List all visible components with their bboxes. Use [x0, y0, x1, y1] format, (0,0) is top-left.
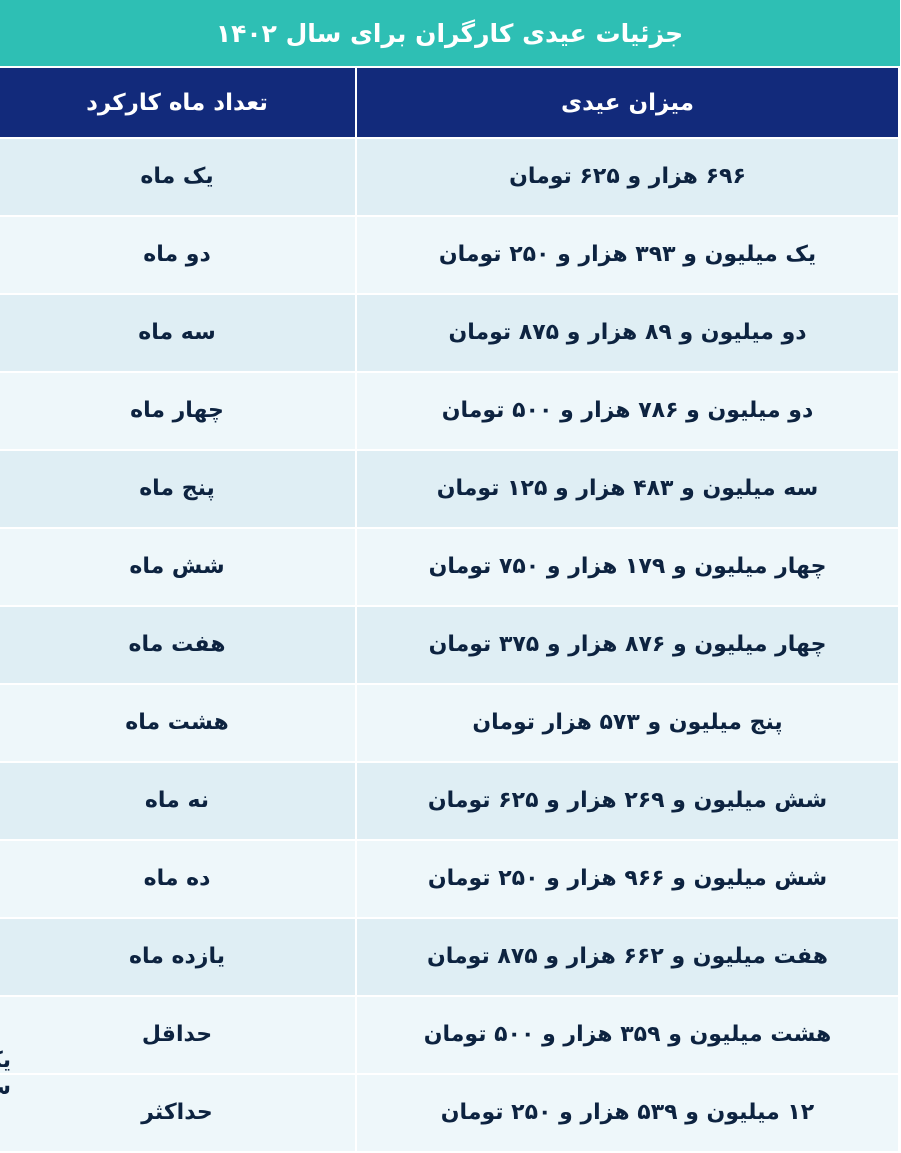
cell-amount: چهار میلیون و ۸۷۶ هزار و ۳۷۵ تومان — [357, 606, 900, 684]
table-row — [0, 528, 900, 606]
cell-months: نه ماه — [0, 762, 357, 840]
table-row-year-max — [0, 1074, 900, 1152]
cell-months: چهار ماه — [0, 372, 357, 450]
cell-amount: دو میلیون و ۸۹ هزار و ۸۷۵ تومان — [357, 294, 900, 372]
table-row — [0, 450, 900, 528]
cell-months: شش ماه — [0, 528, 357, 606]
odi-table — [0, 66, 901, 1153]
cell-amount: ۶۹۶ هزار و ۶۲۵ تومان — [357, 138, 900, 216]
table-row — [0, 138, 900, 216]
cell-amount: شش میلیون و ۲۶۹ هزار و ۶۲۵ تومان — [357, 762, 900, 840]
cell-sub-label-min: حداقل — [0, 996, 357, 1074]
cell-amount: یک میلیون و ۳۹۳ هزار و ۲۵۰ تومان — [357, 216, 900, 294]
cell-months: دو ماه — [0, 216, 357, 294]
table-row — [0, 762, 900, 840]
cell-months: هشت ماه — [0, 684, 357, 762]
cell-sub-label-max: حداکثر — [0, 1074, 357, 1152]
cell-months: پنج ماه — [0, 450, 357, 528]
cell-amount: چهار میلیون و ۱۷۹ هزار و ۷۵۰ تومان — [357, 528, 900, 606]
table-row — [0, 216, 900, 294]
cell-amount: پنج میلیون و ۵۷۳ هزار تومان — [357, 684, 900, 762]
cell-amount: دو میلیون و ۷۸۶ هزار و ۵۰۰ تومان — [357, 372, 900, 450]
table-header-row — [0, 67, 900, 138]
cell-amount: ۱۲ میلیون و ۵۳۹ هزار و ۲۵۰ تومان — [357, 1074, 900, 1152]
table-row — [0, 606, 900, 684]
table-row — [0, 684, 900, 762]
cell-amount: هشت میلیون و ۳۵۹ هزار و ۵۰۰ تومان — [357, 996, 900, 1074]
cell-amount: سه میلیون و ۴۸۳ هزار و ۱۲۵ تومان — [357, 450, 900, 528]
cell-amount: هفت میلیون و ۶۶۲ هزار و ۸۷۵ تومان — [357, 918, 900, 996]
table-row-year-min — [0, 996, 900, 1074]
page-title — [0, 0, 901, 66]
table-row — [0, 918, 900, 996]
cell-months: یک ماه — [0, 138, 357, 216]
column-header-months: تعداد ماه کارکرد — [0, 67, 357, 138]
cell-months: یازده ماه — [0, 918, 357, 996]
cell-months: ده ماه — [0, 840, 357, 918]
table-head — [0, 67, 900, 138]
table-row — [0, 294, 900, 372]
table-row — [0, 840, 900, 918]
column-header-amount: میزان عیدی — [357, 67, 900, 138]
table-row — [0, 372, 900, 450]
cell-amount: شش میلیون و ۹۶۶ هزار و ۲۵۰ تومان — [357, 840, 900, 918]
cell-months: سه ماه — [0, 294, 357, 372]
cell-months: هفت ماه — [0, 606, 357, 684]
page-title-text: جزئیات عیدی کارگران برای سال ۱۴۰۲ — [216, 18, 685, 48]
